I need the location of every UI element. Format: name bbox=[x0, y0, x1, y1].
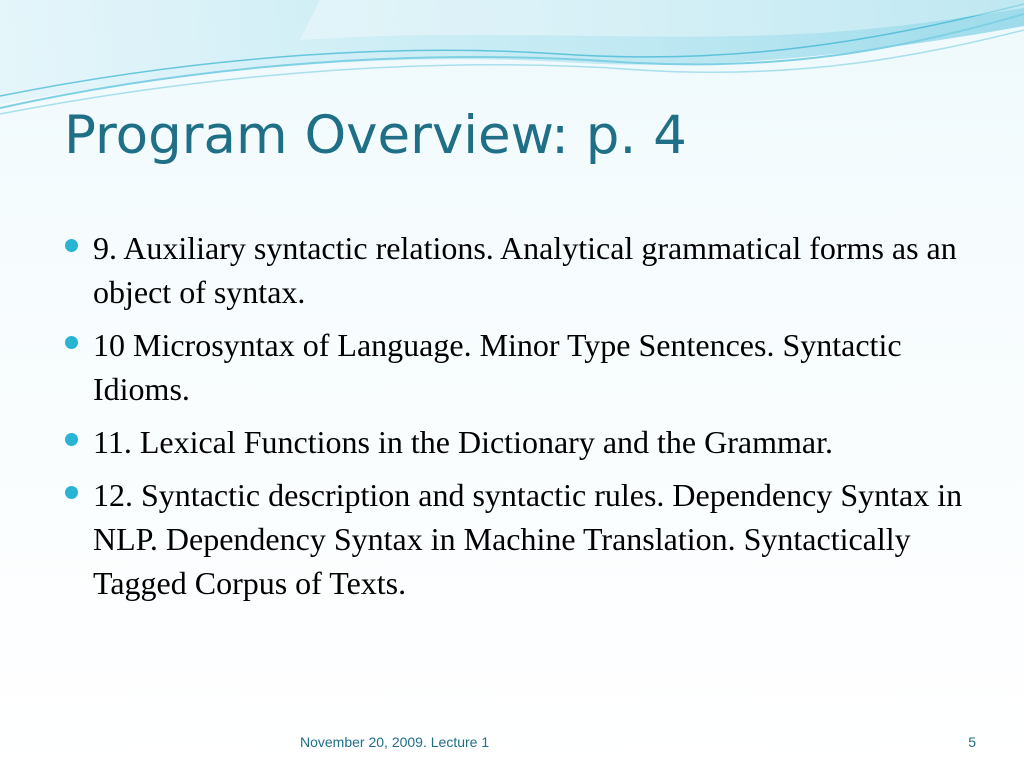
footer-date: November 20, 2009. Lecture 1 bbox=[300, 734, 490, 750]
slide-title: Program Overview: p. 4 bbox=[64, 105, 687, 166]
bullet-item bbox=[62, 473, 977, 605]
slide-number: 5 bbox=[968, 734, 976, 750]
bullet-item bbox=[62, 323, 977, 411]
bullet-text: 12. Syntactic description and syntactic rules. Dependency Syntax in NLP. Dependency Syntax in Machine Translation. Syntactically Tagged Corpus of Texts. bbox=[93, 477, 963, 601]
bullet-list bbox=[62, 226, 977, 614]
bullet-item bbox=[62, 420, 977, 464]
bullet-text: 10 Microsyntax of Language. Minor Type Sentences. Syntactic Idioms. bbox=[93, 327, 902, 407]
bullet-text: 9. Auxiliary syntactic relations. Analytical grammatical forms as an object of syntax. bbox=[93, 230, 957, 310]
bullet-dot-icon bbox=[65, 239, 78, 252]
bullet-item bbox=[62, 226, 977, 314]
bullet-dot-icon bbox=[65, 433, 78, 446]
bullet-dot-icon bbox=[65, 486, 78, 499]
bullet-dot-icon bbox=[65, 336, 78, 349]
bullet-text: 11. Lexical Functions in the Dictionary and the Grammar. bbox=[93, 424, 833, 460]
